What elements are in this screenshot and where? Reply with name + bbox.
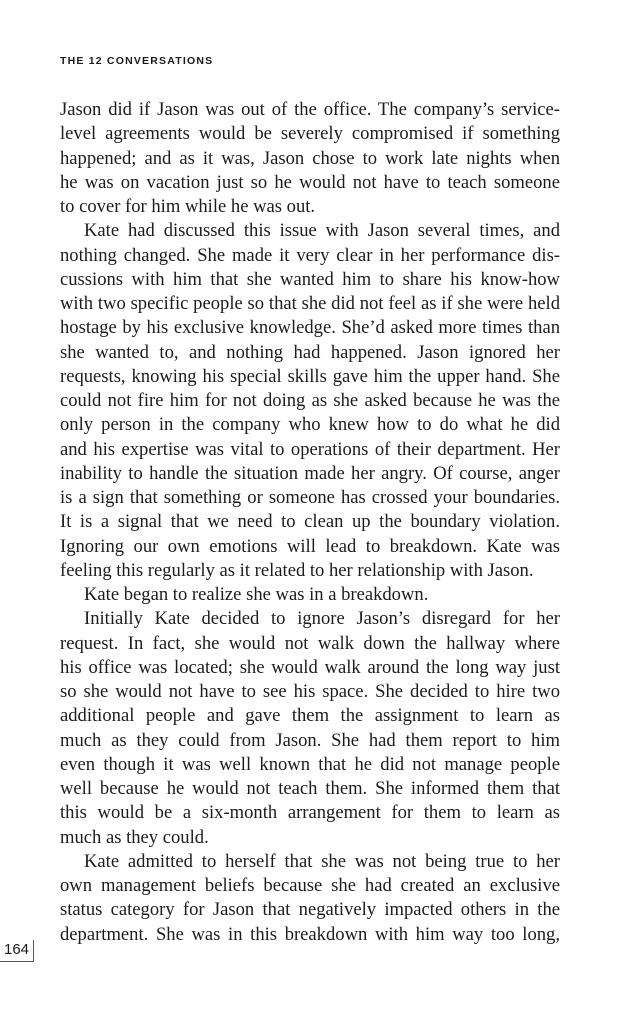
text-line: requests, knowing his special skills gave him the upper hand. She <box>60 365 560 387</box>
text-line: request. In fact, she would not walk down the hallway where <box>60 632 560 654</box>
text-line: she wanted to, and nothing had happened. Jason ignored her <box>60 341 560 363</box>
text-line: It is a signal that we need to clean up the boundary violation. <box>60 511 560 533</box>
text-line: so she would not have to see his space. She decided to hire two <box>60 681 560 702</box>
text-line: cussions with him that she wanted him to share his know-how <box>60 268 560 290</box>
body-text <box>60 98 560 947</box>
text-line: Jason did if Jason was out of the office. The company’s service- <box>60 99 560 120</box>
text-line: his office was located; she would walk around the long way just <box>60 656 560 678</box>
text-line: nothing changed. She made it very clear in her performance dis- <box>60 244 560 266</box>
text-line: feeling this regularly as it related to her relationship with Jason. <box>60 559 534 581</box>
text-line: to cover for him while he was out. <box>60 196 316 217</box>
text-line: only person in the company who knew how to do what he did <box>60 414 560 436</box>
text-line: Initially Kate decided to ignore Jason’s disregard for her <box>84 608 560 630</box>
text-line: even though it was well known that he did not manage people <box>60 753 560 775</box>
text-line: Kate admitted to herself that she was not being true to her <box>84 850 560 872</box>
text-line: level agreements would be severely compromised if something <box>60 123 560 145</box>
text-line: much as they could. <box>60 826 209 848</box>
text-line: well because he would not teach them. She informed them that <box>60 778 560 799</box>
text-line: own management beliefs because she had created an exclusive <box>60 875 560 896</box>
text-line: with two specific people so that she did not feel as if she were held <box>60 293 560 314</box>
text-line: hostage by his exclusive knowledge. She’d asked more times than <box>60 317 560 339</box>
text-line: could not fire him for not doing as she asked because he was the <box>60 390 560 411</box>
text-line: and his expertise was vital to operations of their department. Her <box>60 438 560 460</box>
text-line: status category for Jason that negatively impacted others in the <box>60 899 560 921</box>
text-line: additional people and gave them the assignment to learn as <box>60 705 560 727</box>
text-line: Kate began to realize she was in a breakdown. <box>84 584 429 605</box>
text-line: inability to handle the situation made her angry. Of course, anger <box>60 462 560 484</box>
text-line: Ignoring our own emotions will lead to breakdown. Kate was <box>60 535 560 557</box>
text-line: much as they could from Jason. She had them report to him <box>60 729 560 751</box>
page-number-box <box>0 940 34 962</box>
text-line: department. She was in this breakdown with him way too long, <box>60 923 560 945</box>
text-line: this would be a six-month arrangement for them to learn as <box>60 802 560 824</box>
running-head: THE 12 CONVERSATIONS <box>60 55 214 67</box>
text-line: is a sign that something or someone has crossed your boundaries. <box>60 487 560 508</box>
text-line: Kate had discussed this issue with Jason several times, and <box>84 220 560 242</box>
text-line: he was on vacation just so he would not have to teach someone <box>60 171 560 193</box>
page-number: 164 <box>4 941 30 958</box>
text-line: happened; and as it was, Jason chose to work late nights when <box>60 147 560 169</box>
